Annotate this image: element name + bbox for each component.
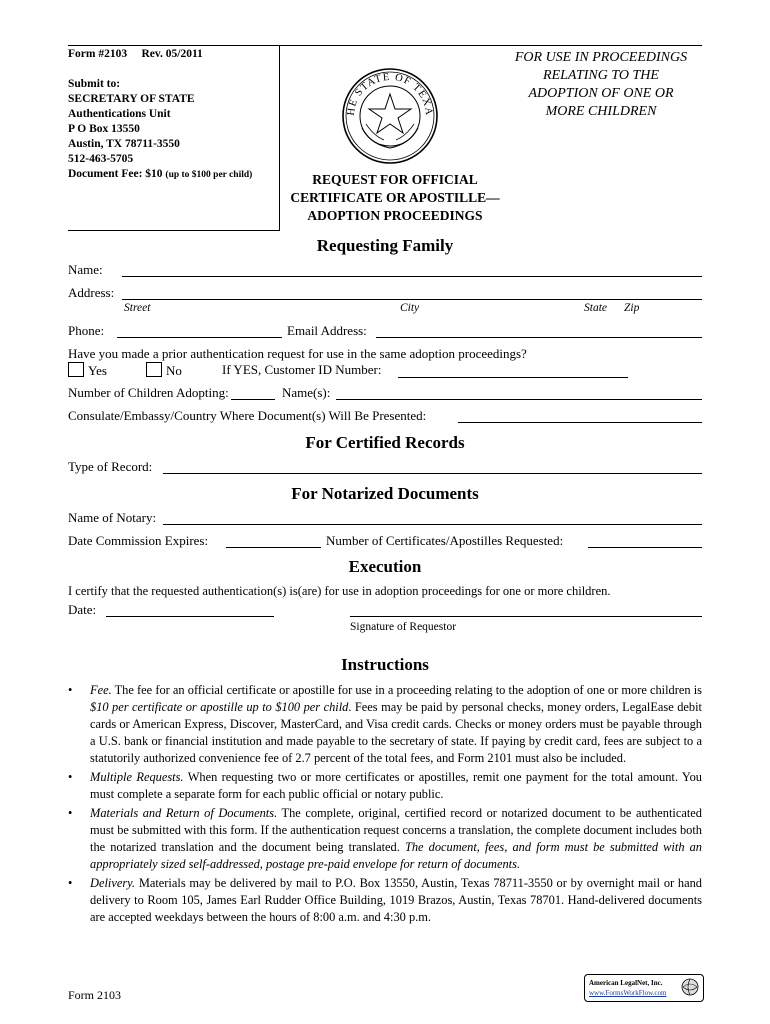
address-field[interactable]: [122, 299, 702, 300]
state-caption: State: [584, 302, 607, 314]
no-option[interactable]: No: [146, 362, 182, 379]
type-of-record-field[interactable]: [163, 473, 702, 474]
document-fee: Document Fee: $10 (up to $100 per child): [68, 168, 253, 180]
email-label: Email Address:: [287, 323, 367, 338]
form-title: REQUEST FOR OFFICIAL CERTIFICATE OR APOSTILLE— ADOPTION PROCEEDINGS: [290, 172, 500, 223]
email-field[interactable]: [376, 337, 702, 338]
legalnet-badge: [584, 974, 704, 1002]
fee-instruction: • Fee. The fee for an official certificate or apostille for use in a proceeding relating to the adoption of one or more children is $10 per certificate or apostille up to $100 per child. Fees may be paid by personal checks, money orders, LegalEase debit cards or American Express, Discover, MasterCard, and Visa credit cards. Checks or money orders must be payable through a U.S. bank or financial institution and made payable to the secretary of state. If paying by credit card, fees are subject to a statutorily authorized convenience fee of 2.7 percent of the total fees, and Form 2101 must also be included.: [90, 682, 702, 767]
num-children-field[interactable]: [231, 399, 275, 400]
type-of-record-label: Type of Record:: [68, 459, 153, 474]
num-certificates-field[interactable]: [588, 547, 702, 548]
texas-seal-icon: [340, 66, 440, 166]
consulate-label: Consulate/Embassy/Country Where Document(s) Will Be Presented:: [68, 408, 427, 423]
instructions-list: [68, 682, 702, 928]
commission-expires-label: Date Commission Expires:: [68, 533, 209, 548]
company-name: American LegalNet, Inc.: [589, 979, 663, 987]
date-label: Date:: [68, 602, 97, 617]
phone-label: Phone:: [68, 323, 105, 338]
customer-id-label: If YES, Customer ID Number:: [222, 362, 382, 377]
commission-expires-field[interactable]: [226, 547, 321, 548]
seal-text: HE STATE OF TEXA: [345, 71, 435, 117]
name-label: Name:: [68, 262, 103, 277]
header-bottom-rule: [68, 230, 280, 231]
instructions-heading: Instructions: [341, 655, 429, 674]
revision-date: Rev. 05/2011: [141, 48, 203, 60]
form-number: Form #2103: [68, 48, 128, 60]
svg-text:THE STATE OF TEXAS: [340, 66, 434, 117]
company-url[interactable]: www.FormsWorkFlow.com: [589, 989, 667, 997]
notary-name-field[interactable]: [163, 524, 702, 525]
signature-field[interactable]: [350, 616, 702, 617]
requesting-family-heading: Requesting Family: [316, 236, 454, 255]
certification-statement: I certify that the requested authentication(s) is(are) for use in adoption proceedings for one or more children.: [68, 584, 611, 598]
notary-name-label: Name of Notary:: [68, 510, 157, 525]
delivery-instruction: • Delivery. Materials may be delivered by mail to P.O. Box 13550, Austin, Texas 78711-3550 or by overnight mail or hand delivery to Room 105, James Earl Rudder Office Building, 1019 Brazos, Austin, Texas 78701. Hand-delivered documents are accepted weekdays between the hours of 8:00 a.m. and 4:30 p.m.: [90, 875, 702, 926]
submit-to-label: Submit to:: [68, 78, 121, 90]
phone-field[interactable]: [117, 337, 282, 338]
use-note: FOR USE IN PROCEEDINGS RELATING TO THE ADOPTION OF ONE OR MORE CHILDREN: [514, 50, 688, 119]
address-label: Address:: [68, 285, 115, 300]
execution-heading: Execution: [348, 557, 422, 576]
name-field[interactable]: [122, 276, 702, 277]
materials-instruction: • Materials and Return of Documents. The complete, original, certified record or notarized document to be authenticated must be submitted with this form. If the authentication request concerns a translation, the complete document includes both the notarized translation and the document being translated. The document, fees, and form must be submitted with an appropriately sized self-addressed, postage pre-paid envelope for return of documents.: [90, 805, 702, 873]
zip-caption: Zip: [624, 302, 640, 314]
notarized-documents-heading: For Notarized Documents: [291, 484, 479, 503]
city-caption: City: [400, 302, 420, 314]
city-zip: Austin, TX 78711-3550: [68, 138, 180, 150]
date-field[interactable]: [106, 616, 274, 617]
certified-records-heading: For Certified Records: [305, 433, 465, 452]
multiple-requests-instruction: • Multiple Requests. When requesting two or more certificates or apostilles, remit one payment for the total amount. You must complete a separate form for each public official or notary public.: [90, 769, 702, 803]
top-rule: [68, 45, 702, 46]
num-certificates-label: Number of Certificates/Apostilles Requested:: [326, 533, 564, 548]
names-field[interactable]: [336, 399, 702, 400]
customer-id-field[interactable]: [398, 377, 628, 378]
unit: Authentications Unit: [68, 108, 171, 120]
no-checkbox[interactable]: [146, 362, 162, 377]
addressee: SECRETARY OF STATE: [68, 93, 195, 105]
globe-icon: [681, 978, 699, 996]
consulate-field[interactable]: [458, 422, 702, 423]
street-caption: Street: [124, 302, 151, 314]
yes-checkbox[interactable]: [68, 362, 84, 377]
phone-number: 512-463-5705: [68, 153, 134, 165]
yes-option[interactable]: Yes: [68, 362, 107, 379]
footer-form-label: Form 2103: [68, 988, 122, 1002]
num-children-label: Number of Children Adopting:: [68, 385, 229, 400]
submission-info: [68, 47, 278, 183]
form-number-line: [68, 47, 278, 62]
names-label: Name(s):: [282, 385, 331, 400]
signature-caption: Signature of Requestor: [350, 621, 457, 633]
prior-request-question: Have you made a prior authentication request for use in the same adoption proceedings?: [68, 346, 527, 361]
po-box: P O Box 13550: [68, 123, 140, 135]
